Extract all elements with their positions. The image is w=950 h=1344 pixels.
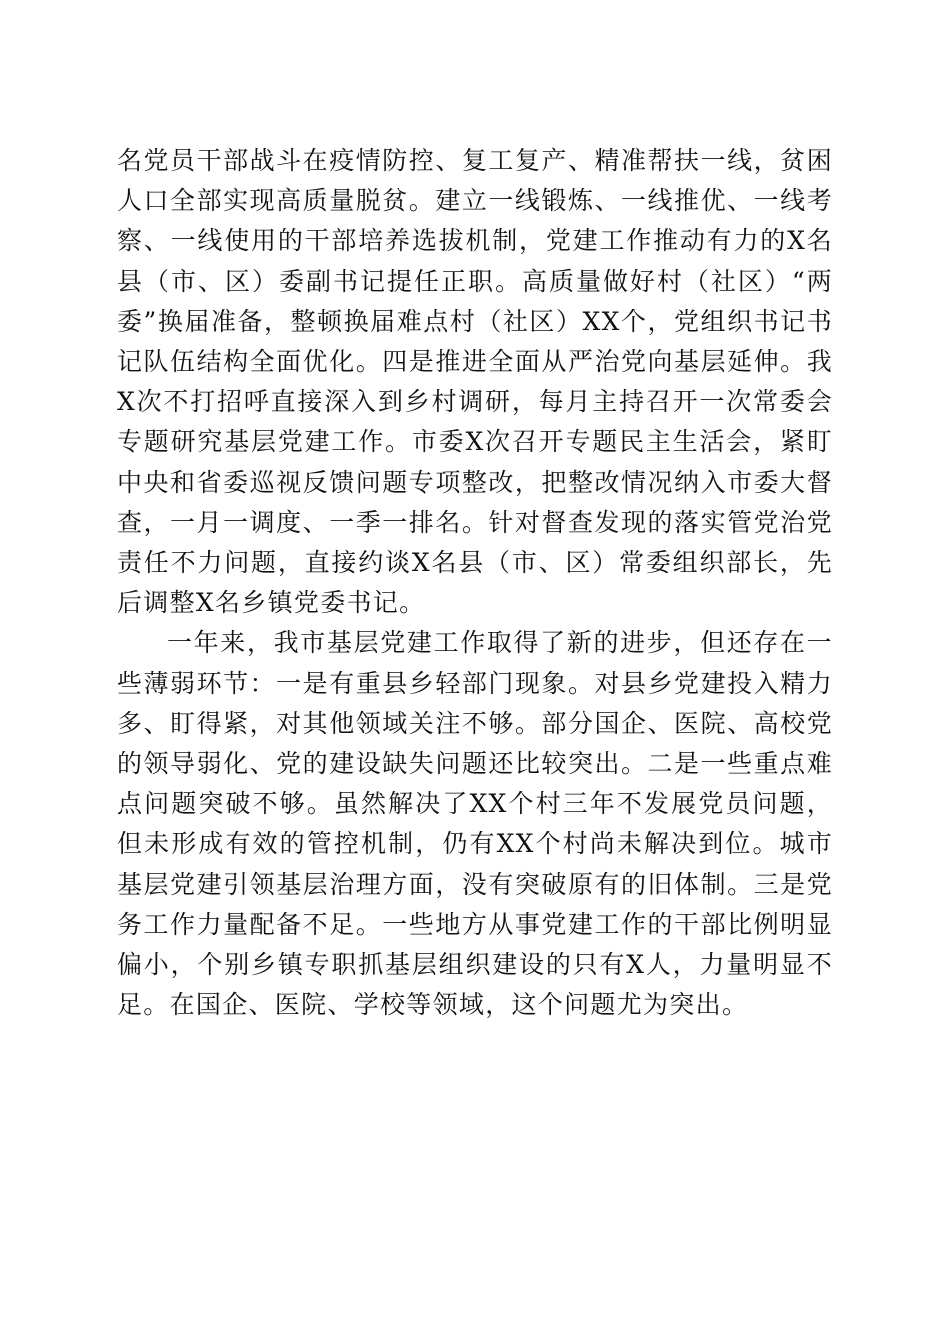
paragraph-shortcomings: 一年来，我市基层党建工作取得了新的进步，但还存在一些薄弱环节：一是有重县乡轻部门现象。对县乡党建投入精力多、盯得紧，对其他领域关注不够。部分国企、医院、高校党的领导弱化、党的建设缺失问题还比较突出。二是一些重点难点问题突破不够。虽然解决了XX个村三年不发展党员问题，但未形成有效的管控机制，仍有XX个村尚未解决到位。城市基层党建引领基层治理方面，没有突破原有的旧体制。三是党务工作力量配备不足。一些地方从事党建工作的干部比例明显偏小，个别乡镇专职抓基层组织建设的只有X人，力量明显不足。在国企、医院、学校等领域，这个问题尤为突出。 — [117, 628, 833, 1020]
document-body — [117, 141, 833, 1025]
paragraph-continued: 名党员干部战斗在疫情防控、复工复产、精准帮扶一线，贫困人口全部实现高质量脱贫。建立一线锻炼、一线推优、一线考察、一线使用的干部培养选拔机制，党建工作推动有力的X名县（市、区）委副书记提任正职。高质量做好村（社区）“两委”换届准备，整顿换届难点村（社区）XX个，党组织书记书记队伍结构全面优化。四是推进全面从严治党向基层延伸。我X次不打招呼直接深入到乡村调研，每月主持召开一次常委会专题研究基层党建工作。市委X次召开专题民主生活会，紧盯中央和省委巡视反馈问题专项整改，把整改情况纳入市委大督查，一月一调度、一季一排名。针对督查发现的落实管党治党责任不力问题，直接约谈X名县（市、区）常委组织部长，先后调整X名乡镇党委书记。 — [117, 146, 833, 618]
